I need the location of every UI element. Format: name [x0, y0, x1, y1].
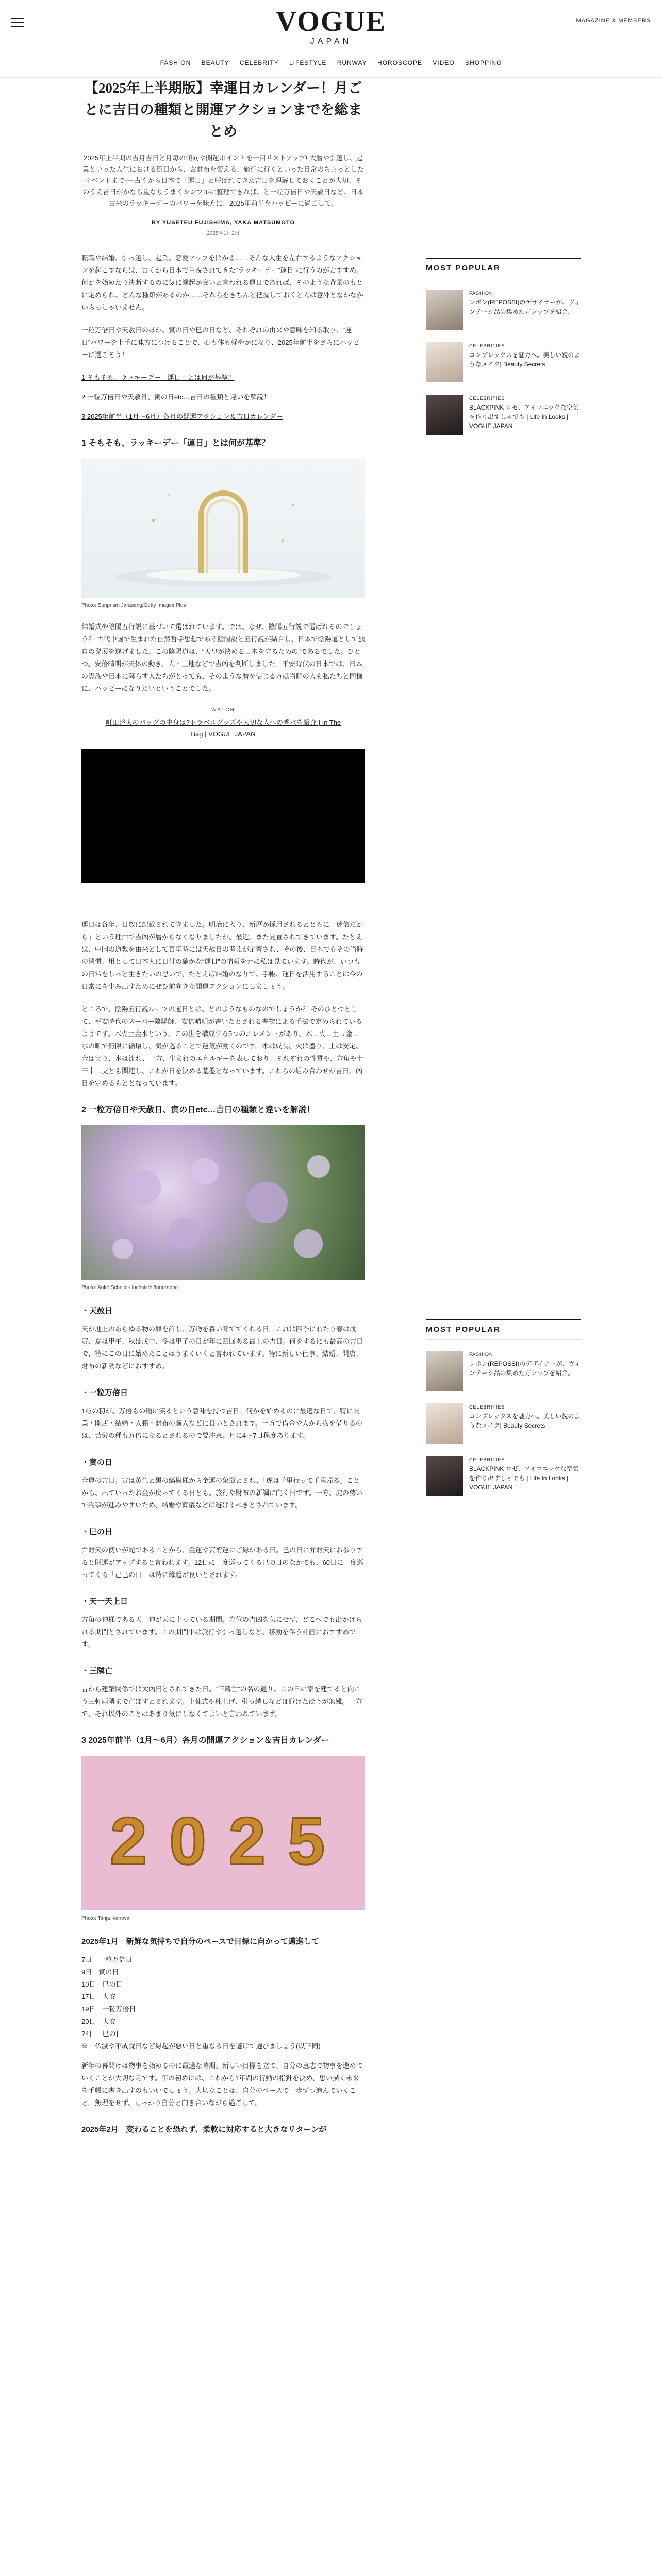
popular-item-title[interactable]: コンプレックスを魅力へ。美しい貌のようなメイク| Beauty Secrets	[469, 1413, 581, 1429]
site-logo[interactable]: VOGUE	[275, 6, 387, 38]
kind-desc-tenshabi: 天が地上のあらゆる物の罪を許し、万物を養い育ててくれる日。これは四季にわたり春は戊寅、夏は甲午、秋は戊申、冬は甲子の日が年に四回ある最上の吉日。何をするにも最高の吉日で、特にこの日に始めたことはうまくいくと言われています。特に新しい仕事、結婚、開店、財布の新調などにおすすめ。	[81, 1325, 363, 1370]
balloons-image-caption: Photo: Tanja Ivanova	[81, 1916, 130, 1921]
popular-item-title[interactable]: BLACKPINK ロゼ、アイコニックな空気を作り出すしゃでも | Life In Looks | VOGUE JAPAN	[469, 1465, 579, 1491]
popular-item-title[interactable]: コンプレックスを魅力へ。美しい貌のようなメイク| Beauty Secrets	[469, 351, 581, 368]
article-title: 【2025年上半期版】幸運日カレンダー！月ごとに吉日の種類と開運アクションまでを総まとめ	[84, 80, 362, 139]
article-byline: BY YUSETEU FUJISHIMA, YAKA MATSUMOTO	[151, 219, 295, 226]
article-date: 2025年1月2日	[207, 231, 240, 236]
kind-heading-tenshabi: ・天赦日	[81, 1307, 113, 1315]
kind-desc-mi: 弁財天の使いが蛇であることから、金運や芸術運にご縁がある日。巳の日に弁財天にお参りすると財運がアップすると言われます。12日に一度巡ってくる巳の日のなかでも、60日に一度巡ってくる「己巳の日」は特に縁起が良いとされます。	[81, 1546, 363, 1579]
watch-video-title[interactable]: 町田啓太のバッグの中身は?トラベルグッズや大切な人への香水を紹介 | In The Bag | VOGUE JAPAN	[105, 719, 341, 738]
popular-item[interactable]	[426, 342, 581, 382]
section-1-paragraph-3: ところで、陰陽五行説ルーツの運日とは、どのようなものなのでしょうか？ そのひとつとして、平安時代のスーパー陰陽師、安倍晴明が書いたとされる書物による手法で定められているようです。木火土金水という、この世を構成する5つのエレメントがあり、木→火→土→金→水の順で無限に循環し、気が巡ることで運気が動くのです。木は成長、火は盛り、土は安定、金は実り、水は流れ、一方、生まれのエネルギーを表しており、それぞれの性質や、方角や十干十二支とも関連し、これが日を決める基盤となっています。これらの組み合わせが吉日、凶日を定めるもととなっています。	[81, 1005, 363, 1087]
most-popular-sidebar	[426, 1319, 581, 1509]
popular-item[interactable]	[426, 290, 581, 330]
section-3-heading: 3 2025年前半（1月〜6月）各月の開運アクション＆吉日カレンダー	[81, 1736, 329, 1745]
section-1-paragraph-2: 運日は各年、日数に記載されてきました。明治に入り、新暦が採用されるとともに「迷信だから」という理由で吉凶が暦からなくなりましたが、最近、また見直されてきています。たとえば、中国の道教を由来として百年時には天赦日の考えが定着され、その後、日本でもその当時の習慣、用として日本人に日付の確かな“運日”の情報を元に私は見ています。時代が、いつもの日常をしっと生きたいの思いで、たとえば結婚のなりで、手帳、運日を活用することは今の日常にを生み出すためにぜひ前向きな開運アクションにしましょう。	[81, 921, 363, 990]
section-1-heading: 1 そもそも、ラッキーデー「運日」とは何が基準？	[81, 439, 270, 448]
main-nav	[0, 59, 662, 66]
toc-link-2[interactable]: 2 一粒万倍日や天赦日、寅の日etc…吉日の種類と違いを解説！	[81, 393, 271, 401]
site-logo-sub: JAPAN	[310, 37, 352, 46]
article-lede: 2025年上半期の吉月吉日と月毎の傾向や開運ポイントを一目リストアップ! 大暦や引越し、起業といった人生における節目から、お財布を変える、旅行に行くといった日常のちょっとしたイベントまで──古くから日本で「運日」と呼ばれてきた吉日を理解しておくことが大切。そのうえ吉日がかなら重なりうまくシンプルに整理できれば、と一粒万倍日や天赦日など、日本古来のラッキーデーのパワーを味方に、2025年前半をハッピーに過ごして。	[82, 154, 364, 207]
balloons-2025-image	[81, 1756, 365, 1910]
toc-link-1[interactable]: 1 そもそも、ラッキーデー「運日」とは何が基準？	[81, 374, 235, 381]
popular-item-category: CELEBRITIES	[469, 343, 505, 348]
popular-item-thumbnail	[426, 1403, 463, 1444]
flowers-image	[81, 1125, 365, 1280]
video-player[interactable]	[81, 749, 365, 883]
popular-item[interactable]	[426, 1351, 581, 1391]
article	[81, 77, 365, 2142]
kind-heading-sanrinbo: ・三隣亡	[81, 1667, 113, 1675]
nav-item-celebrity[interactable]: CELEBRITY	[239, 59, 279, 66]
kind-desc-tora: 金運の吉日。寅は黄色と黒の縞模様から金運の象徴とされ、「虎は千里行って千里帰る」ことから、出ていったお金が戻ってくる日とも。旅行や財布の新調に向く日です。一方、虎の勢いで物事が進みやすいため、結婚や葬儀などは避けるべきとされています。	[81, 1477, 362, 1509]
list-item: 24日 巳の日	[81, 2030, 123, 2038]
arch-image	[81, 459, 365, 598]
arch-image-caption: Photo: Sunprism Jarasang/Getty Images Plus	[81, 603, 186, 608]
magazine-members-link[interactable]: MAGAZINE & MEMBERS	[576, 18, 651, 24]
list-item: ※ 仏滅や不成就日など縁起が悪い日と重なる日を避けて選びましょう(以下同)	[81, 2042, 321, 2050]
table-of-contents	[81, 371, 365, 423]
popular-item-category: FASHION	[469, 291, 493, 296]
list-item: 19日 一粒万倍日	[81, 2005, 136, 2013]
nav-item-runway[interactable]: RUNWAY	[337, 59, 367, 66]
nav-item-shopping[interactable]: SHOPPING	[465, 59, 502, 66]
most-popular-sidebar	[426, 258, 581, 447]
popular-item-category: CELEBRITIES	[469, 1404, 505, 1410]
site-header	[0, 0, 662, 78]
popular-item-category: FASHION	[469, 1352, 493, 1357]
svg-text:0: 0	[169, 1803, 207, 1878]
kind-heading-tenichi: ・天一天上日	[81, 1597, 128, 1606]
section-1-paragraph-1: 結婚式や陰陽五行説に基づいて選ばれています。では、なぜ、陰陽五行説で選ばれるのでしょう？ 古代中国で生まれた自然哲学思想である陰陽説と五行説が結合し、日本で陰陽道として独自の発展を遂げました。この陰陽道は、“天皇が決める日本を守るための”であるでした。ひとつ、安倍晴明が天体の動き、人・土地などで吉凶を判断しました。平安時代の日本では、日本の貴族や日本に暮らす人たちがとっても、そのような暦を信じる方は当時の人も私たちと同様に、ハッピーになりたいということでした。	[81, 623, 365, 692]
kind-heading-ichiryumanbaibi: ・一粒万倍日	[81, 1388, 128, 1397]
kind-desc-tenichi: 方角の神様である天一神が天に上っている期間。方位の吉凶を気にせず、どこへでも出かけられる期間とされています。この期間中は旅行や引っ越しなど、移動を伴う計画におすすめです。	[81, 1616, 362, 1648]
popular-item[interactable]	[426, 395, 581, 435]
intro-paragraph-2: 一粒万倍日や天赦日のほか、寅の日や巳の日など、それぞれの由来や意味を知る取り、“運日”パワーを上手に味方につけることで、心も体も軽やかになり、2025年前半をさらにハッピーに過ごそう！	[81, 326, 360, 359]
svg-text:5: 5	[288, 1803, 325, 1878]
most-popular-title: MOST POPULAR	[426, 258, 581, 278]
kind-desc-ichiryumanbaibi: 1粒の籾が、万倍もの稲に実るという意味を持つ吉日。何かを始めるのに最適な日で、特に開業・開店・結婚・入籍・財布の購入などに良いとされます。一方で借金や人から物を借りるのは、苦労の種も万倍になるとされるので要注意。月に4〜7日程度あります。	[81, 1407, 362, 1439]
popular-item-thumbnail	[426, 342, 463, 382]
popular-item-thumbnail	[426, 1351, 463, 1391]
svg-text:2: 2	[228, 1803, 266, 1878]
popular-item-thumbnail	[426, 1456, 463, 1496]
popular-item-title[interactable]: BLACKPINK ロゼ、アイコニックな空気を作り出すしゃでも | Life In Looks | VOGUE JAPAN	[469, 404, 579, 430]
nav-item-fashion[interactable]: FASHION	[160, 59, 191, 66]
list-item: 10日 巳の日	[81, 1980, 123, 1988]
kind-desc-sanrinbo: 昔から建築関係では大凶日とされてきた日。“三隣亡”の名の通り、この日に家を建てると向こう三軒両隣まで亡ぼすとされます。上棟式や棟上げ、引っ越しなどは避けたほうが無難。一方で、それ以外のことはあまり気にしなくてよいと言われています。	[81, 1685, 362, 1718]
list-item: 9日 寅の日	[81, 1968, 119, 1976]
kind-heading-mi: ・巳の日	[81, 1528, 113, 1536]
kind-heading-tora: ・寅の日	[81, 1458, 113, 1467]
intro-paragraph: 転職や結婚、引っ越し、起業、恋愛アップをはかる……そんな人生を左右するようなアクションを起こすならば、古くから日本で重視されてきた“ラッキーデー”運日”に行うのがおすすめ。何かを始めたり決断するのに気に縁起が良いと言われる運日であれば、そのような背景のもとに定められ、どんな種類があるのか……それらをきちんと把握しておくと人は意外となかなかいらっしゃいません。	[81, 254, 363, 311]
watch-label: WATCH	[211, 707, 235, 713]
popular-item[interactable]	[426, 1403, 581, 1444]
january-lucky-days-list	[81, 1954, 365, 2053]
popular-item-category: CELEBRITIES	[469, 396, 505, 401]
january-paragraph: 新年の幕開けは物事を始めるのに最適な時期。新しい目標を立て、自分の意志で物事を進めていくことが大切な月です。年の初めには、これから1年間の行動の指針を決め、思い描く未来を手帳に書き出すのもいいでしょう。大切なことは、自分のペースで一歩ずつ進んでいくこと。無理をせず、しっかり自分と向き合いながら過ごして。	[81, 2062, 363, 2107]
toc-link-3[interactable]: 3 2025年前半（1月〜6月）各月の開運アクション＆吉日カレンダー	[81, 413, 283, 420]
section-2-heading: 2 一粒万倍日や天赦日、寅の日etc…吉日の種類と違いを解説！	[81, 1106, 315, 1114]
popular-item-thumbnail	[426, 395, 463, 435]
popular-item-thumbnail	[426, 290, 463, 330]
list-item: 20日 大安	[81, 2018, 116, 2025]
nav-item-lifestyle[interactable]: LIFESTYLE	[289, 59, 327, 66]
most-popular-title: MOST POPULAR	[426, 1319, 581, 1340]
popular-item-title[interactable]: レポン(REPOSSI)のデザイナーが、ヴィンテージ品の集めた方シップを紹介。	[469, 1360, 581, 1377]
nav-item-beauty[interactable]: BEAUTY	[201, 59, 229, 66]
popular-item-title[interactable]: レポン(REPOSSI)のデザイナーが、ヴィンテージ品の集めた方シップを紹介。	[469, 299, 581, 315]
nav-item-horoscope[interactable]: HOROSCOPE	[377, 59, 423, 66]
svg-text:2: 2	[110, 1803, 147, 1878]
flowers-image-caption: Photo: Anke Schelle-Hochstiehl/Iongraphe	[81, 1285, 178, 1291]
list-item: 7日 一粒万倍日	[81, 1956, 133, 1963]
february-heading: 2025年2月 変わることを恐れず、柔軟に対応すると大きなリターンが	[81, 2125, 327, 2134]
nav-item-video[interactable]: VIDEO	[433, 59, 455, 66]
list-item: 17日 大安	[81, 1993, 116, 2001]
popular-item-category: CELEBRITIES	[469, 1457, 505, 1462]
january-heading: 2025年1月 新鮮な気持ちで自分のペースで目標に向かって邁進して	[81, 1937, 319, 1946]
popular-item[interactable]	[426, 1456, 581, 1496]
